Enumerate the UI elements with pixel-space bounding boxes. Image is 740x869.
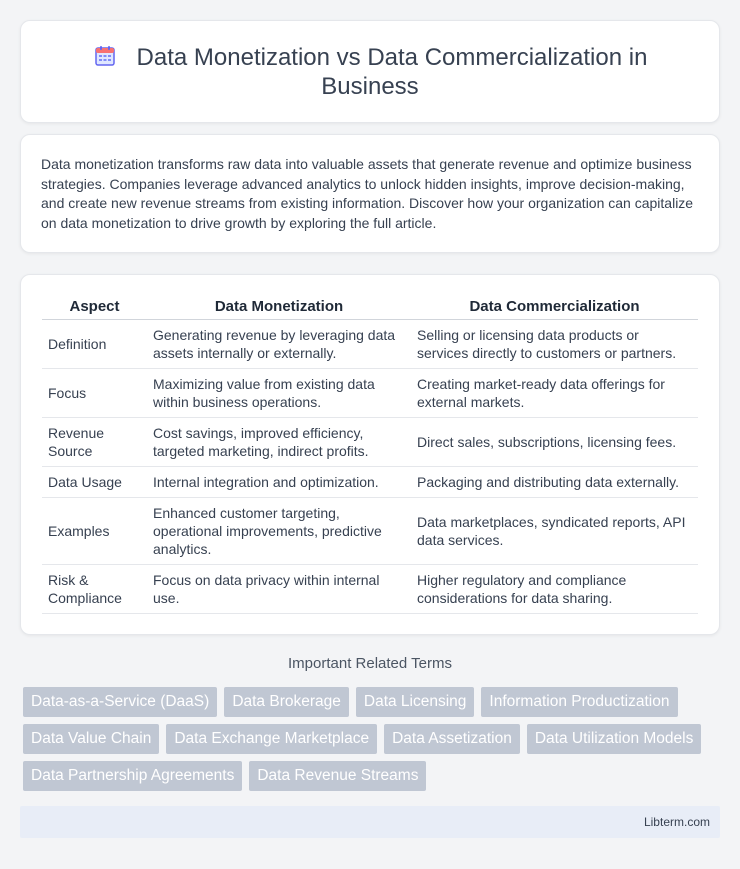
table-row — [42, 417, 698, 466]
row-commercialization: Higher regulatory and compliance considerations for data sharing. — [411, 564, 698, 613]
related-term-tag[interactable]: Data Exchange Marketplace — [166, 724, 377, 754]
row-monetization: Maximizing value from existing data within business operations. — [147, 368, 411, 417]
table-header-row — [42, 295, 698, 319]
calendar-icon — [93, 44, 117, 68]
row-commercialization: Direct sales, subscriptions, licensing fees. — [411, 417, 698, 466]
footer — [20, 806, 720, 838]
related-term-tag[interactable]: Data Utilization Models — [527, 724, 702, 754]
related-term-tag[interactable]: Data Assetization — [384, 724, 520, 754]
related-term-tag[interactable]: Data Partnership Agreements — [23, 761, 242, 791]
related-term-tag[interactable]: Data Brokerage — [224, 687, 349, 717]
related-term-tag[interactable]: Information Productization — [481, 687, 677, 717]
related-terms-list — [23, 687, 723, 791]
related-term-tag[interactable]: Data Licensing — [356, 687, 475, 717]
comparison-table — [42, 295, 698, 614]
table-row — [42, 466, 698, 497]
row-commercialization: Creating market-ready data offerings for external markets. — [411, 368, 698, 417]
intro-paragraph: Data monetization transforms raw data into valuable assets that generate revenue and optimize business strategies. Companies leverage advanced analytics to unlock hidden insights, improve decision-making, and create new revenue streams from existing information. Discover how your organization can capitalize on data monetization to drive growth by exploring the full article. — [41, 156, 694, 231]
related-terms-title: Important Related Terms — [288, 655, 452, 672]
related-term-tag[interactable]: Data-as-a-Service (DaaS) — [23, 687, 217, 717]
row-aspect: Risk & Compliance — [42, 564, 147, 613]
table-row — [42, 497, 698, 564]
page-title — [70, 43, 670, 101]
row-commercialization: Packaging and distributing data externally. — [411, 466, 698, 497]
row-monetization: Generating revenue by leveraging data assets internally or externally. — [147, 319, 411, 368]
related-term-tag[interactable]: Data Revenue Streams — [249, 761, 426, 791]
row-monetization: Cost savings, improved efficiency, targeted marketing, indirect profits. — [147, 417, 411, 466]
related-term-tag[interactable]: Data Value Chain — [23, 724, 159, 754]
row-commercialization: Selling or licensing data products or services directly to customers or partners. — [411, 319, 698, 368]
table-row — [42, 368, 698, 417]
title-wrap — [70, 43, 670, 101]
footer-site-link[interactable]: Libterm.com — [643, 815, 710, 829]
row-monetization: Enhanced customer targeting, operational improvements, predictive analytics. — [147, 497, 411, 564]
row-aspect: Focus — [42, 368, 147, 417]
row-commercialization: Data marketplaces, syndicated reports, API data services. — [411, 497, 698, 564]
row-monetization: Internal integration and optimization. — [147, 466, 411, 497]
header-data-monetization: Data Monetization — [147, 295, 411, 319]
comparison-table-card — [20, 274, 720, 635]
row-aspect: Definition — [42, 319, 147, 368]
table-row — [42, 564, 698, 613]
intro-card — [20, 134, 720, 253]
row-aspect: Data Usage — [42, 466, 147, 497]
page-title-text: Data Monetization vs Data Commercialization in Business — [136, 43, 648, 100]
row-aspect: Revenue Source — [42, 417, 147, 466]
table-row — [42, 319, 698, 368]
header-card — [20, 20, 720, 123]
row-aspect: Examples — [42, 497, 147, 564]
header-aspect: Aspect — [42, 295, 147, 319]
row-monetization: Focus on data privacy within internal use. — [147, 564, 411, 613]
header-data-commercialization: Data Commercialization — [411, 295, 698, 319]
